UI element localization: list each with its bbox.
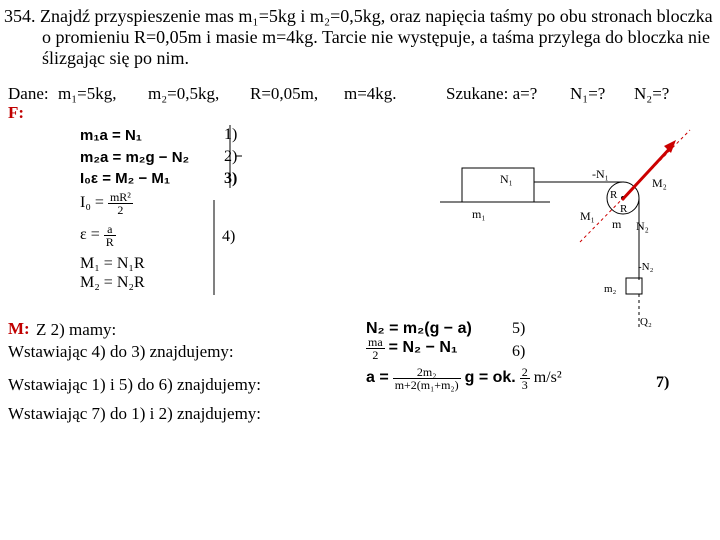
equation-7-number: 7) [656,374,670,391]
label-N2: N₂ [636,219,649,233]
label-Q2: Q₂ [640,316,652,328]
given-m: m=4kg. [344,84,397,103]
m-label: M: [8,319,30,338]
block-m2 [626,278,642,294]
label-minus-N1: -N₁ [592,167,609,181]
equation-7-denominator: m+2(m₁+m₂) [394,378,459,392]
moment-1-equation: M₁ = N₁R [80,255,145,272]
equation-6-numerator: ma [368,335,383,349]
label-N1-block: N₁ [500,172,513,186]
equation-3-number: 3) [224,170,238,187]
epsilon-denominator: R [105,235,114,249]
equation-7-fraction-2 [520,366,530,391]
sought-N1: N₁=? [570,84,606,103]
label-R-top: R [610,189,618,201]
equation-7-rhs: g = ok. [464,369,516,387]
pulley-diagram [440,120,720,340]
problem-statement [4,6,716,70]
equation-7-lhs: a = [366,369,389,387]
label-m1: m₁ [472,207,486,221]
given-label: Dane: [8,84,49,103]
equation-7-unit: m/s² [533,369,562,387]
solution-step-2: Wstawiając 4) do 3) znajdujemy: [8,342,234,361]
problem-line-1: 354. Znajdź przyspieszenie mas m₁=5kg i m₂=0,5kg, oraz napięcia taśmy po obu stronach bloczka [4,6,713,26]
equation-7-numerator: 2m₂ [393,366,461,379]
label-M1: M₁ [580,209,595,223]
equation-6-number: 6) [512,343,526,360]
equation-7 [366,366,562,391]
epsilon-equation [80,223,116,248]
label-R-mid: R [620,203,628,215]
equation-5-number: 5) [512,320,526,337]
solution-step-4: Wstawiając 7) do 1) i 2) znajdujemy: [8,404,262,423]
problem-line-3: ślizgając się po nim. [42,48,189,68]
solution-step-1: Z 2) mamy: [36,320,117,339]
equation-6-rhs: = N₂ − N₁ [388,339,458,357]
given-m1: m₁=5kg, [58,84,117,103]
label-m-pulley: m [612,217,622,231]
equation-7-fraction-2-denominator: 3 [521,378,528,392]
epsilon-lhs: ε = [80,226,100,244]
equation-6-denominator: 2 [372,348,379,362]
equation-7-fraction-2-numerator: 2 [521,365,528,379]
equation-1-number: 1) [224,126,238,143]
given-m2: m₂=0,5kg, [148,84,220,103]
equation-7-fraction [393,366,461,391]
equation-3: I₀ε = M₂ − M₁ [80,170,171,187]
equation-2: m₂a = m₂g − N₂ [80,149,190,166]
moment-2-equation: M₂ = N₂R [80,274,145,291]
epsilon-numerator: a [104,223,116,236]
inertia-denominator: 2 [117,203,124,217]
label-M2: M₂ [652,176,667,190]
epsilon-fraction [104,223,116,248]
moment-arrow [622,146,672,200]
equation-4-number: 4) [222,228,236,245]
inertia-numerator: mR² [109,190,131,204]
given-R: R=0,05m, [250,84,319,103]
inertia-fraction [108,191,133,216]
sought-a: Szukane: a=? [446,84,538,103]
label-m2: m₂ [604,283,617,295]
equation-brackets [206,120,266,300]
equation-2-number: 2) [224,148,238,165]
solution-step-3: Wstawiając 1) i 5) do 6) znajdujemy: [8,375,262,394]
f-label: F: [8,103,25,122]
problem-line-2: o promieniu R=0,05m i masie m=4kg. Tarcie nie występuje, a taśma przylega do bloczka nie [42,27,711,47]
equation-1: m₁a = N₁ [80,127,143,144]
inertia-lhs: I₀ = [80,194,104,212]
equation-6 [366,336,458,361]
block-m1 [462,168,534,202]
inertia-equation [80,191,133,216]
equation-5: N₂ = m₂(g − a) [366,320,472,337]
sought-N2: N₂=? [634,84,670,103]
label-minus-N2: -N₂ [638,261,654,273]
equation-6-fraction [366,336,385,361]
